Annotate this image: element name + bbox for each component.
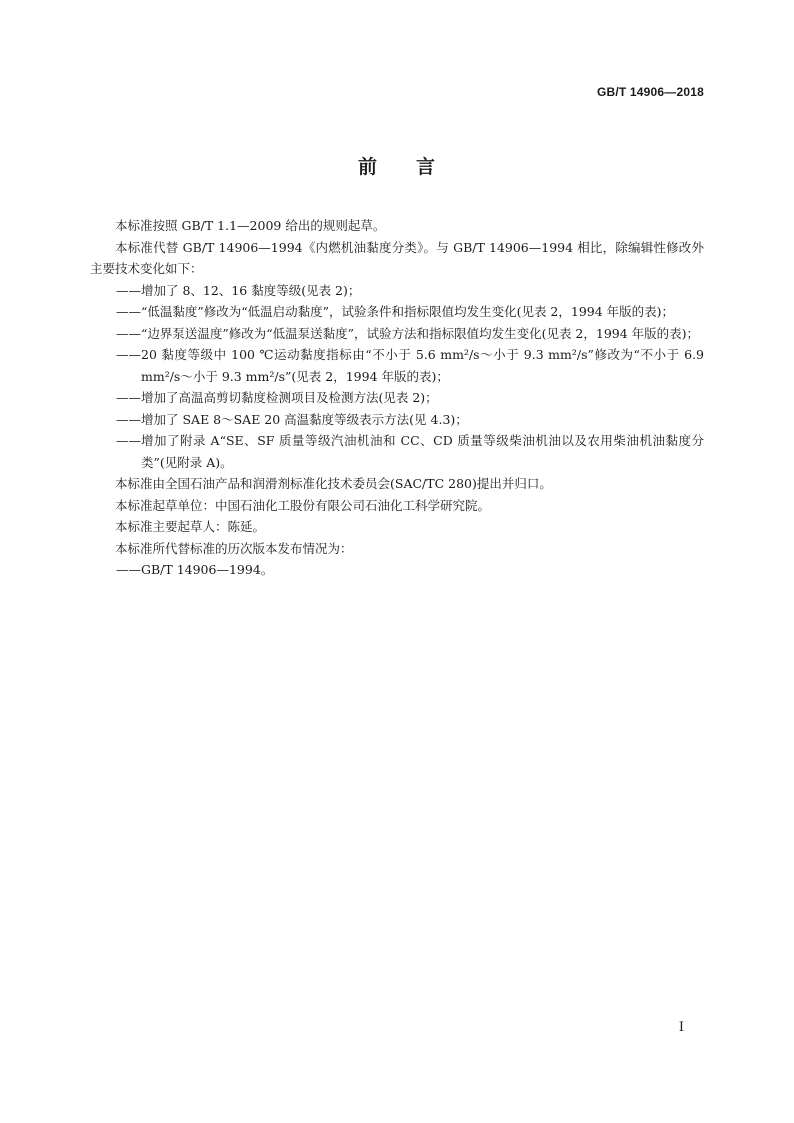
change-item [90,301,704,323]
change-item-text: “低温黏度”修改为“低温启动黏度”，试验条件和指标限值均发生变化(见表 2，1994 年版的表)； [141,304,675,319]
document-body [90,215,704,581]
dash-marker: —— [116,390,141,405]
change-item-text: 增加了 SAE 8～SAE 20 高温黏度等级表示方法(见 4.3)； [141,411,468,427]
history-item [90,559,704,581]
change-item [90,323,704,345]
change-item [90,387,704,409]
page-title [0,152,794,179]
dash-marker: —— [116,562,141,577]
standard-code: GB/T 14906—2018 [596,85,704,99]
change-item [90,280,704,302]
change-item-text: 增加了 8、12、16 黏度等级(见表 2)； [141,282,361,298]
change-item-text: “边界泵送温度”修改为“低温泵送黏度”，试验方法和指标限值均发生变化(见表 2，1994 年版的表)； [141,325,700,341]
change-item-text: 增加了高温高剪切黏度检测项目及检测方法(见表 2)； [141,390,438,405]
paragraph-drafting-rules: 本标准按照 GB/T 1.1—2009 给出的规则起草。 [115,218,386,233]
change-item [90,430,704,473]
dash-marker: —— [116,433,141,448]
dash-marker: —— [116,325,141,341]
change-item [90,409,704,431]
paragraph-drafting-unit: 本标准起草单位：中国石油化工股份有限公司石油化工科学研究院。 [115,497,491,513]
paragraph-history: 本标准所代替标准的历次版本发布情况为： [115,540,353,556]
paragraph-proposer: 本标准由全国石油产品和润滑剂标准化技术委员会(SAC/TC 280)提出并归口。 [115,476,552,491]
paragraph-drafters: 本标准主要起草人：陈延。 [115,519,266,534]
page-number: I [678,1020,684,1035]
paragraph-replacement: 本标准代替 GB/T 14906—1994《内燃机油黏度分类》。与 GB/T 14906—1994 相比，除编辑性修改外主要技术变化如下： [90,239,704,276]
history-item-text: GB/T 14906—1994。 [141,562,274,577]
title-char-1: 前 [357,156,378,178]
dash-marker: —— [116,304,141,319]
dash-marker: —— [116,282,141,298]
dash-marker: —— [116,411,141,427]
dash-marker: —— [116,347,141,362]
change-item [90,344,704,387]
change-item-text: 20 黏度等级中 100 ℃运动黏度指标由“不小于 5.6 mm²/s～小于 9.3 mm²/s”修改为“不小于 6.9 mm²/s～小于 9.3 mm²/s”(见表 2，1994 年版的表)； [141,347,704,384]
title-char-2: 言 [416,156,437,178]
change-item-text: 增加了附录 A“SE、SF 质量等级汽油机油和 CC、CD 质量等级柴油机油以及农用柴油机油黏度分类”(见附录 A)。 [141,433,704,470]
